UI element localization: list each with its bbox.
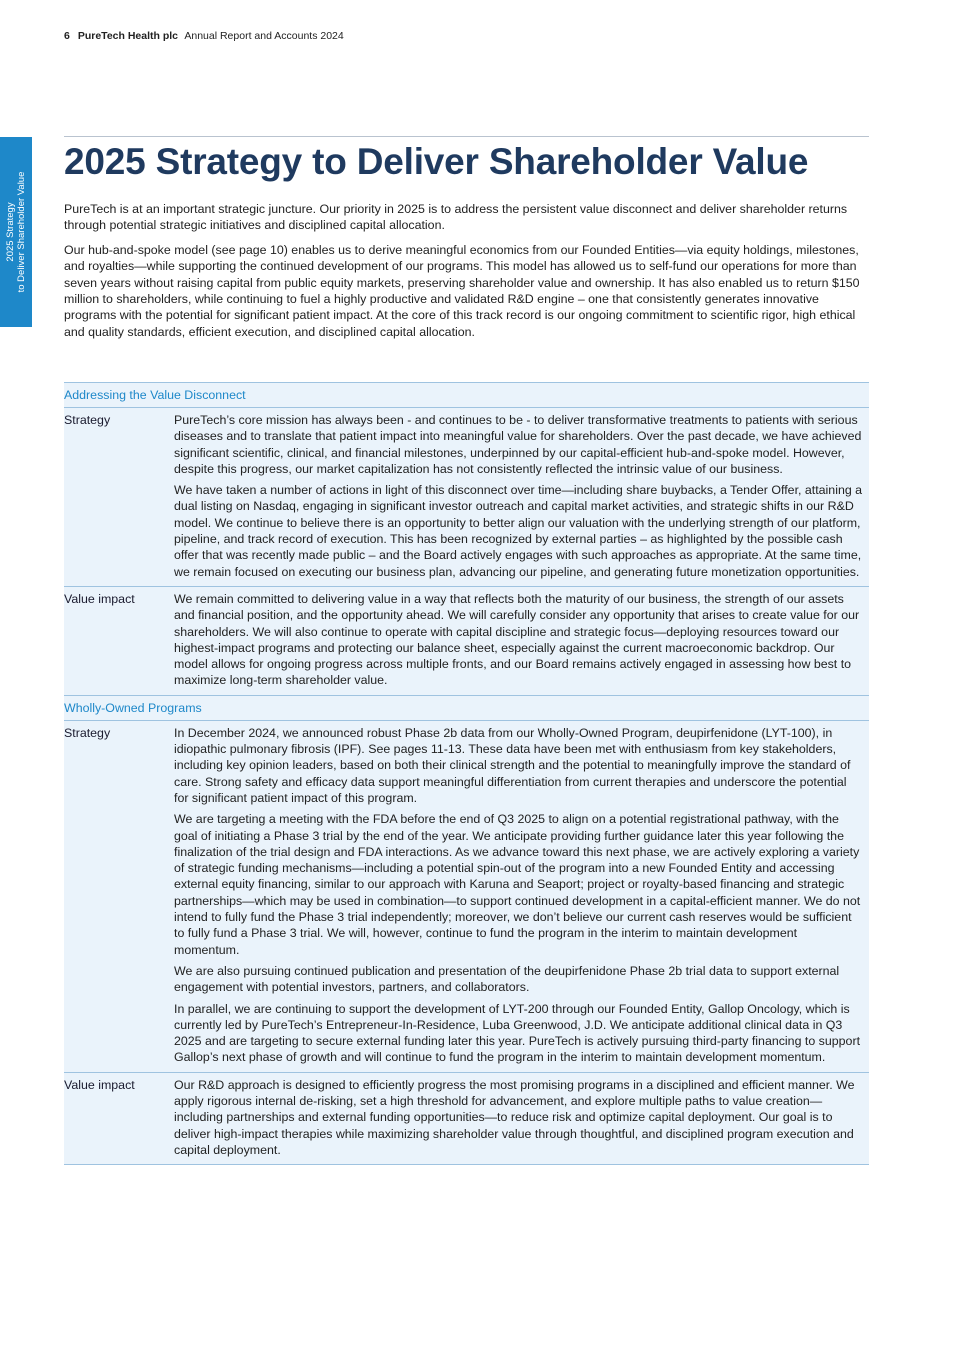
- row-paragraph: We are targeting a meeting with the FDA before the end of Q3 2025 to align on a potential registrational pathway, with the goal of initiating a Phase 3 trial by the end of the year. We anticipate providing further guidance later this year following the finalization of the trial design and FDA interactions. As we advance toward this next phase, we are actively exploring a variety of strategic funding mechanisms—including a potential spin-out of the program into a new Founded Entity and accessing external equity financing, similar to our approach with Karuna and Seaport; project or royalty-based financing and strategic partnerships—which may be used in combination—to support continued development in a capital-efficient manner. We do not intend to fully fund the Phase 3 trial independently; moreover, we don’t believe our current cash reserves would be sufficient to fully fund a Phase 3 trial. We will, however, continue to fund the program in the interim to maintain development momentum.: [174, 812, 861, 957]
- table-row: [64, 721, 869, 1073]
- page-title: 2025 Strategy to Deliver Shareholder Value: [64, 141, 809, 182]
- row-body: [174, 412, 869, 585]
- row-paragraph: PureTech’s core mission has always been - and continues to be - to deliver transformative treatments to patients with serious diseases and to translate that patient impact into meaningful value for shareholders. Over the past decade, we have achieved significant scientific, clinical, and financial milestones, underpinned by our capital-efficient hub-and-spoke model. However, despite this progress, our market capitalization has not consistently reflected the intrinsic value of our business.: [174, 413, 862, 476]
- row-paragraph: We have taken a number of actions in light of this disconnect over time—including share buybacks, a Tender Offer, attaining a dual listing on Nasdaq, engaging in significant investor outreach and capital market activities, and strategic shifts in our R&D model. We continue to believe there is an opportunity to better align our valuation with the underlying strength of our platform, pipeline, and track record of execution. This has been recognized by external parties – as highlighted by the possible cash offer that was recently made public – and the Board actively engages with such approaches as appropriate. At the same time, we remain focused on executing our business plan, advancing our pipeline, and generating future monetization opportunities.: [174, 483, 863, 579]
- section-heading-wholly-owned: Wholly-Owned Programs: [64, 696, 869, 721]
- table-row: [64, 587, 869, 696]
- side-tab-label: [5, 172, 27, 293]
- intro-paragraph: Our hub-and-spoke model (see page 10) enables us to derive meaningful economics from our Founded Entities—via equity holdings, milestones, and royalties—while supporting the continued development of our programs. This model has allowed us to self-fund our operations for more than seven years without raising capital from public equity markets, preserving shareholder value and ownership. It has also enabled us to return $150 million to shareholders, while continuing to fuel a highly productive and validated R&D engine – one that consistently generates innovative programs with the potential for significant patient impact. At the core of this track record is our ongoing commitment to scientific rigor, high ethical and quality standards, efficient execution, and disciplined capital allocation.: [64, 243, 860, 339]
- table-row: [64, 1073, 869, 1165]
- row-body: [174, 1077, 869, 1163]
- section-side-tab: [0, 137, 32, 327]
- document-name: Annual Report and Accounts 2024: [184, 30, 344, 42]
- title-divider: [64, 136, 869, 137]
- intro-text: [64, 201, 869, 348]
- row-label: Value impact: [64, 591, 135, 606]
- row-label: Strategy: [64, 725, 111, 740]
- company-name: PureTech Health plc: [77, 30, 179, 42]
- row-body: [174, 725, 869, 1071]
- row-paragraph: We are also pursuing continued publication and presentation of the deupirfenidone Phase 2b trial data to support external engagement with potential investors, partners, and collaborators.: [174, 963, 840, 995]
- row-paragraph: In December 2024, we announced robust Phase 2b data from our Wholly-Owned Program, deupirfenidone (LYT-100), in idiopathic pulmonary fibrosis (IPF). See pages 11-13. These data have been met with enthusiasm from key stakeholders, including key opinion leaders, based on both their clinical strength and the potential to meaningfully improve the standard of care. Strong safety and efficacy data support meaningful differentiation from current therapies and underscore the potential for significant patient impact of this program.: [174, 725, 851, 805]
- section-heading-value-disconnect: Addressing the Value Disconnect: [64, 383, 869, 408]
- page-number: 6: [64, 30, 70, 42]
- row-body: [174, 591, 869, 694]
- intro-paragraph: PureTech is at an important strategic juncture. Our priority in 2025 is to address the persistent value disconnect and deliver shareholder returns through potential strategic initiatives and disciplined capital allocation.: [64, 202, 848, 233]
- table-row: [64, 408, 869, 587]
- side-tab-line-1: 2025 Strategy: [5, 202, 16, 262]
- row-label: Strategy: [64, 413, 111, 427]
- row-label: Value impact: [64, 1077, 135, 1092]
- row-paragraph: We remain committed to delivering value in a way that reflects both the maturity of our business, the strength of our assets and financial position, and the opportunity ahead. We will carefully consider any opportunity that arises to create value for our shareholders. We will also continue to operate with capital discipline and strategic focus—deploying resources toward our highest-impact programs and protecting our balance sheet, especially against the current macroeconomic backdrop. Our model allows for ongoing progress across multiple fronts, and our Board remains actively engaged in assessing how best to maximize long-term shareholder value.: [174, 591, 860, 688]
- running-header: [64, 30, 344, 42]
- row-paragraph: In parallel, we are continuing to support the development of LYT-200 through our Founded Entity, Gallop Oncology, which is currently led by PureTech’s Entrepreneur-In-Residence, Luba Greenwood, J.D. We anticipate additional clinical data in Q3 2025 and are targeting to secure external funding later this year. PureTech is actively pursuing third-party financing to support Gallop’s next phase of growth and will continue to fund the program in the interim to maintain development momentum.: [174, 1001, 861, 1065]
- row-paragraph: Our R&D approach is designed to efficiently progress the most promising programs in a disciplined and efficient manner. We apply rigorous internal de-risking, set a high threshold for advancement, and explore multiple paths to value creation—including partnerships and external funding opportunities—to reduce risk and optimize capital deployment. Our goal is to deliver high-impact therapies while maximizing shareholder value through thoughtful, and disciplined program execution and capital deployment.: [174, 1077, 855, 1157]
- side-tab-line-2: to Deliver Shareholder Value: [16, 171, 27, 293]
- strategy-table: [64, 382, 869, 1165]
